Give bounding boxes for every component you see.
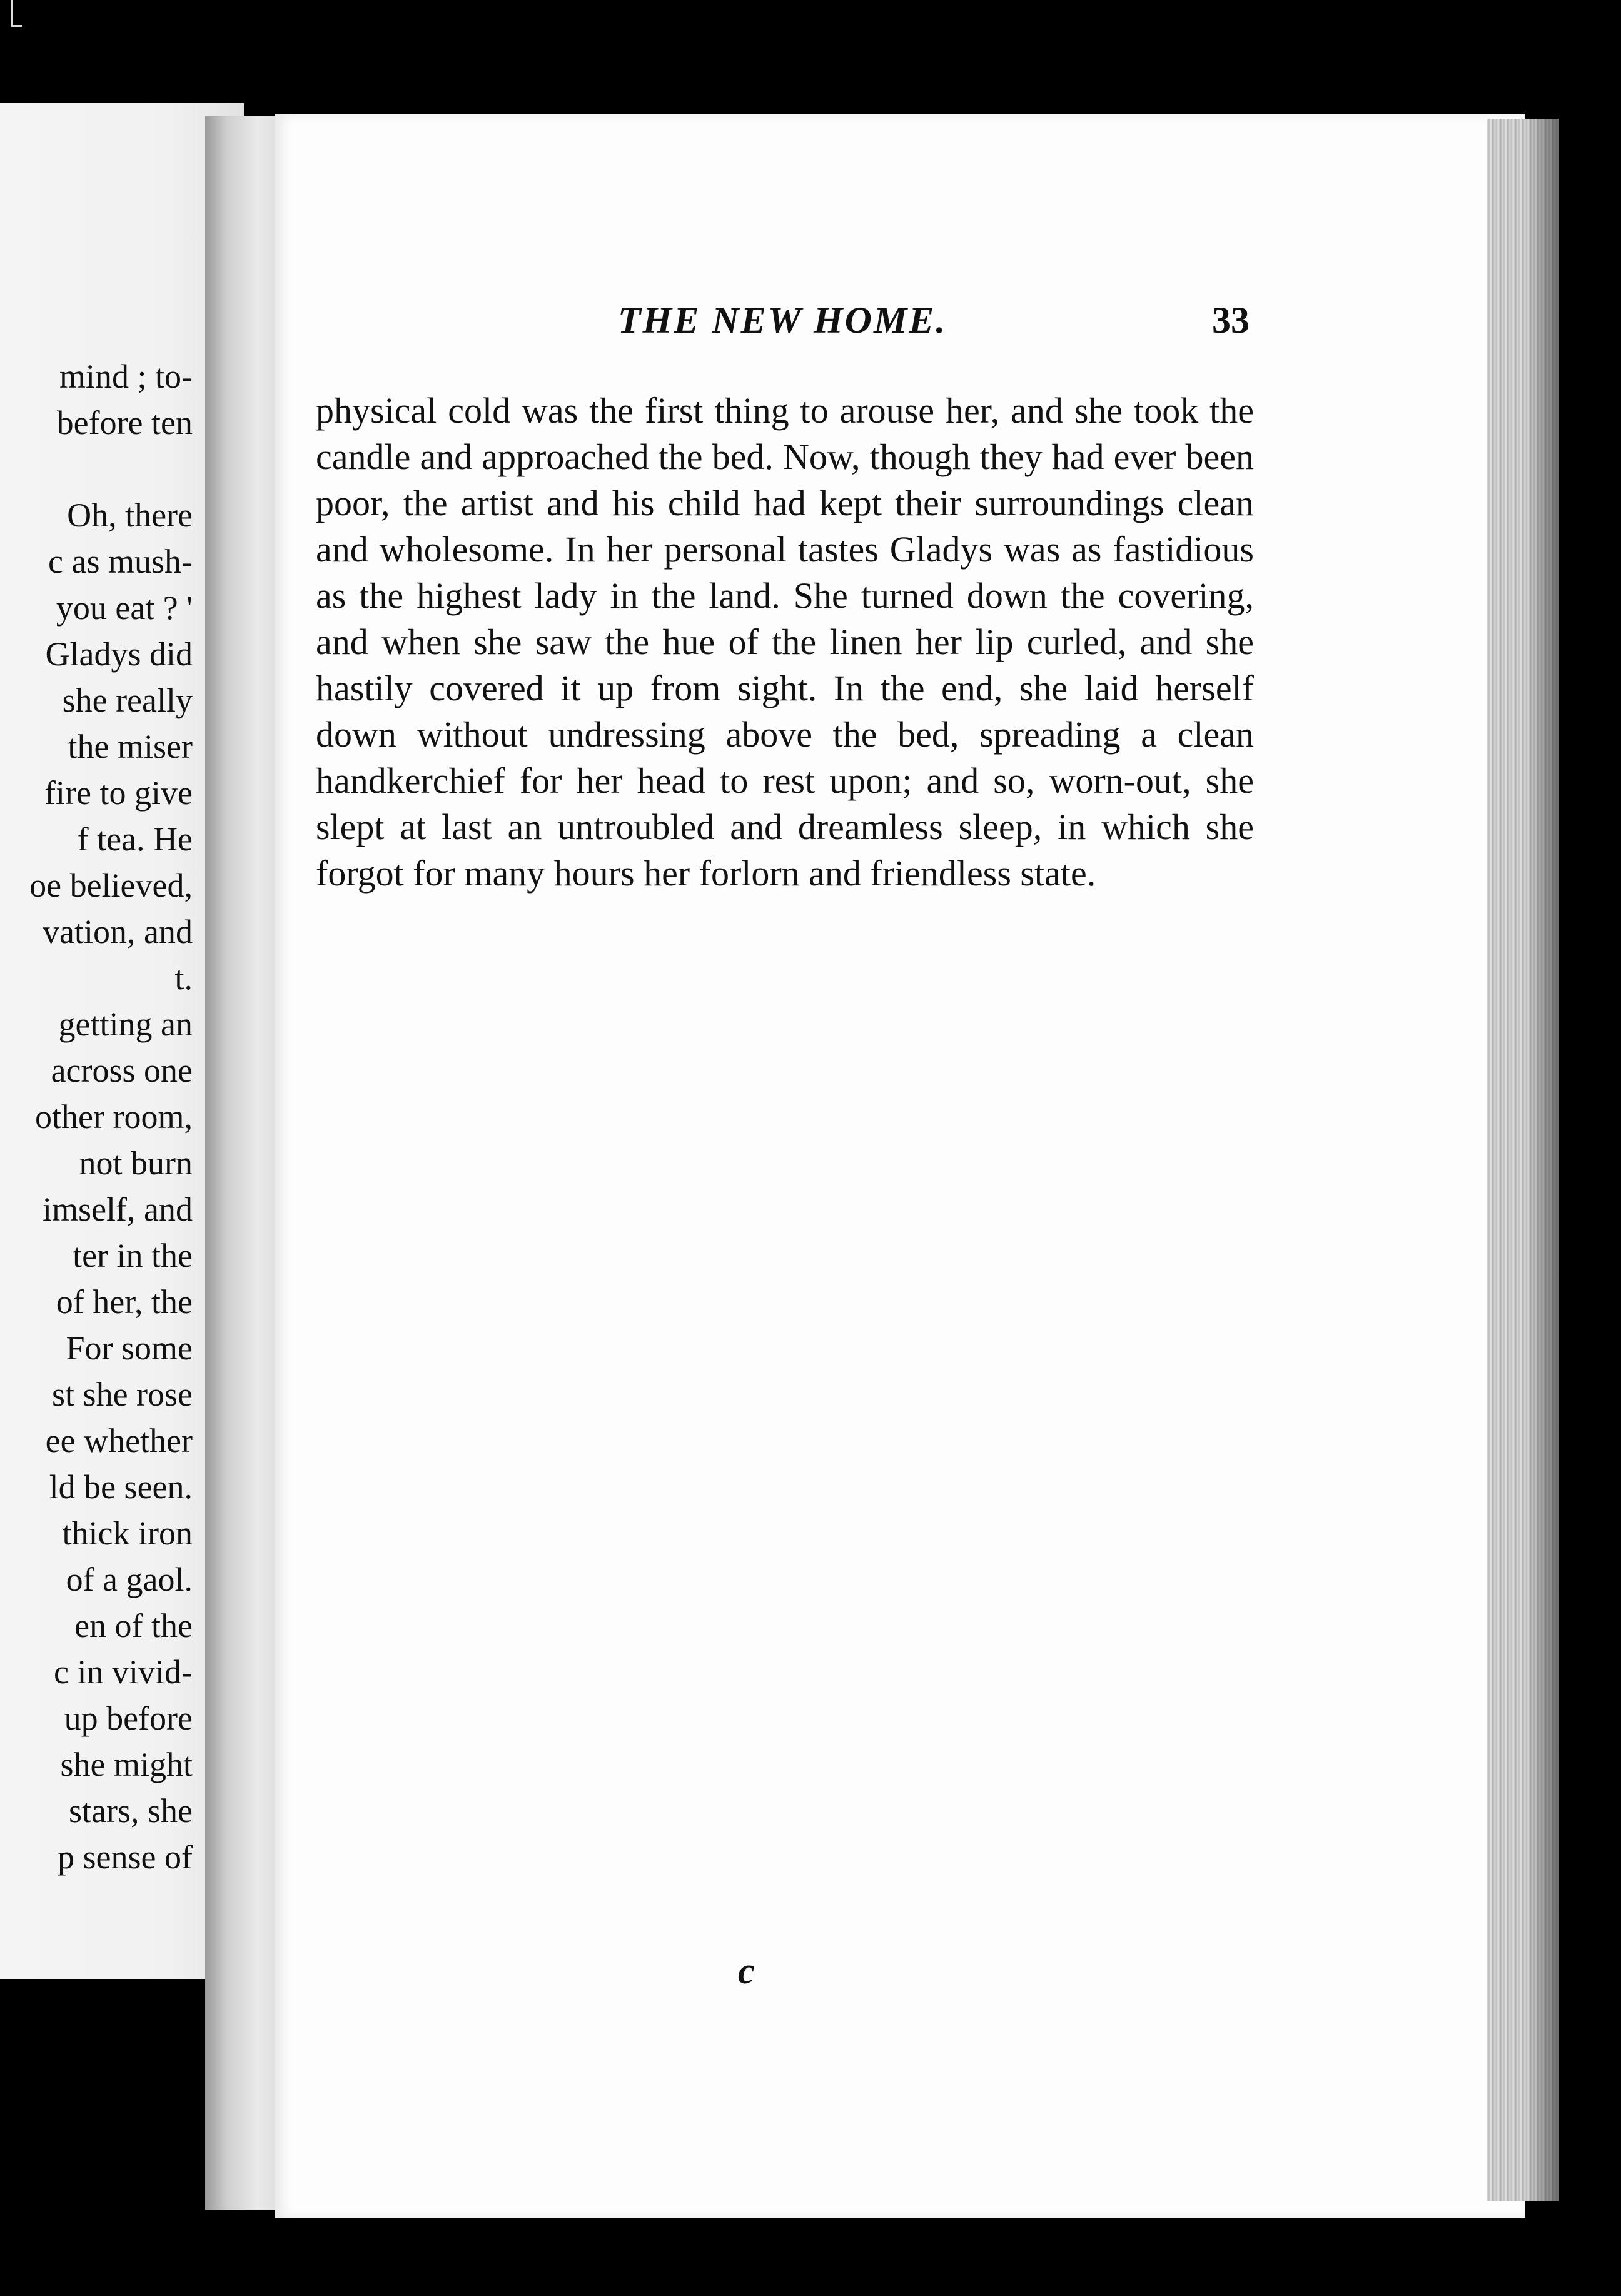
- left-page-line: of a gaol.: [66, 1561, 193, 1598]
- left-page-line: ter in the: [73, 1237, 193, 1274]
- left-page-line: she might: [60, 1746, 193, 1783]
- scan-corner-mark: [11, 0, 22, 27]
- left-page-line: other room,: [35, 1098, 193, 1135]
- left-page-line: getting an: [58, 1005, 193, 1043]
- left-page-line: c in vivid-: [54, 1653, 193, 1691]
- left-page-line: she really: [62, 682, 193, 719]
- page-number: 33: [1212, 300, 1250, 341]
- left-page-line: ld be seen.: [49, 1468, 193, 1506]
- left-page-line: of her, the: [56, 1283, 193, 1321]
- left-page-line: before ten: [56, 404, 193, 441]
- left-page-line: st she rose: [52, 1376, 193, 1413]
- left-page-line: t.: [174, 959, 193, 997]
- body-text: [316, 388, 1254, 897]
- left-page-text-column: [29, 353, 193, 1880]
- left-page-line: For some: [66, 1329, 193, 1367]
- left-page-line: imself, and: [43, 1191, 193, 1228]
- left-page-line: not burn: [79, 1144, 193, 1182]
- left-page-line: oe believed,: [29, 867, 193, 904]
- left-page-line: fire to give: [44, 774, 193, 812]
- left-page-line: you eat ? ': [56, 589, 193, 627]
- body-paragraph: physical cold was the first thing to arouse her, and she took the candle and approached the bed. Now, though they had ever been poor, the artist and his child had kept their surroundings clean and wholesome. In her personal tastes Gladys was as fastidious as the highest lady in the land. She turned down the covering, and when she saw the hue of the linen her lip curled, and she hastily covered it up from sight. In the end, she laid herself down without undressing above the bed, spreading a clean handkerchief for her head to rest upon; and so, worn-out, she slept at last an untroubled and dreamless sleep, in which she forgot for many hours her forlorn and friendless state.: [316, 390, 1254, 894]
- signature-mark: c: [738, 1950, 755, 1991]
- left-page-line: Oh, there: [67, 496, 193, 534]
- left-page-line: f tea. He: [77, 820, 193, 858]
- left-page-line: across one: [51, 1052, 193, 1089]
- left-page-line: Gladys did: [45, 635, 193, 673]
- left-page-line: stars, she: [69, 1792, 193, 1830]
- left-page-line: up before: [64, 1699, 193, 1737]
- left-page-line: p sense of: [58, 1838, 193, 1876]
- left-page-line: en of the: [74, 1607, 193, 1644]
- left-page-line: ee whether: [45, 1422, 193, 1459]
- left-page-line: thick iron: [62, 1514, 193, 1552]
- running-head: THE NEW HOME.: [618, 300, 947, 341]
- left-page-line: c as mush-: [48, 543, 193, 580]
- left-page-line: mind ; to-: [59, 358, 193, 395]
- page-edge-shadow: [1526, 119, 1563, 2201]
- left-page-line: [29, 446, 193, 492]
- left-page-line: the miser: [68, 728, 193, 765]
- left-page-line: vation, and: [43, 913, 193, 950]
